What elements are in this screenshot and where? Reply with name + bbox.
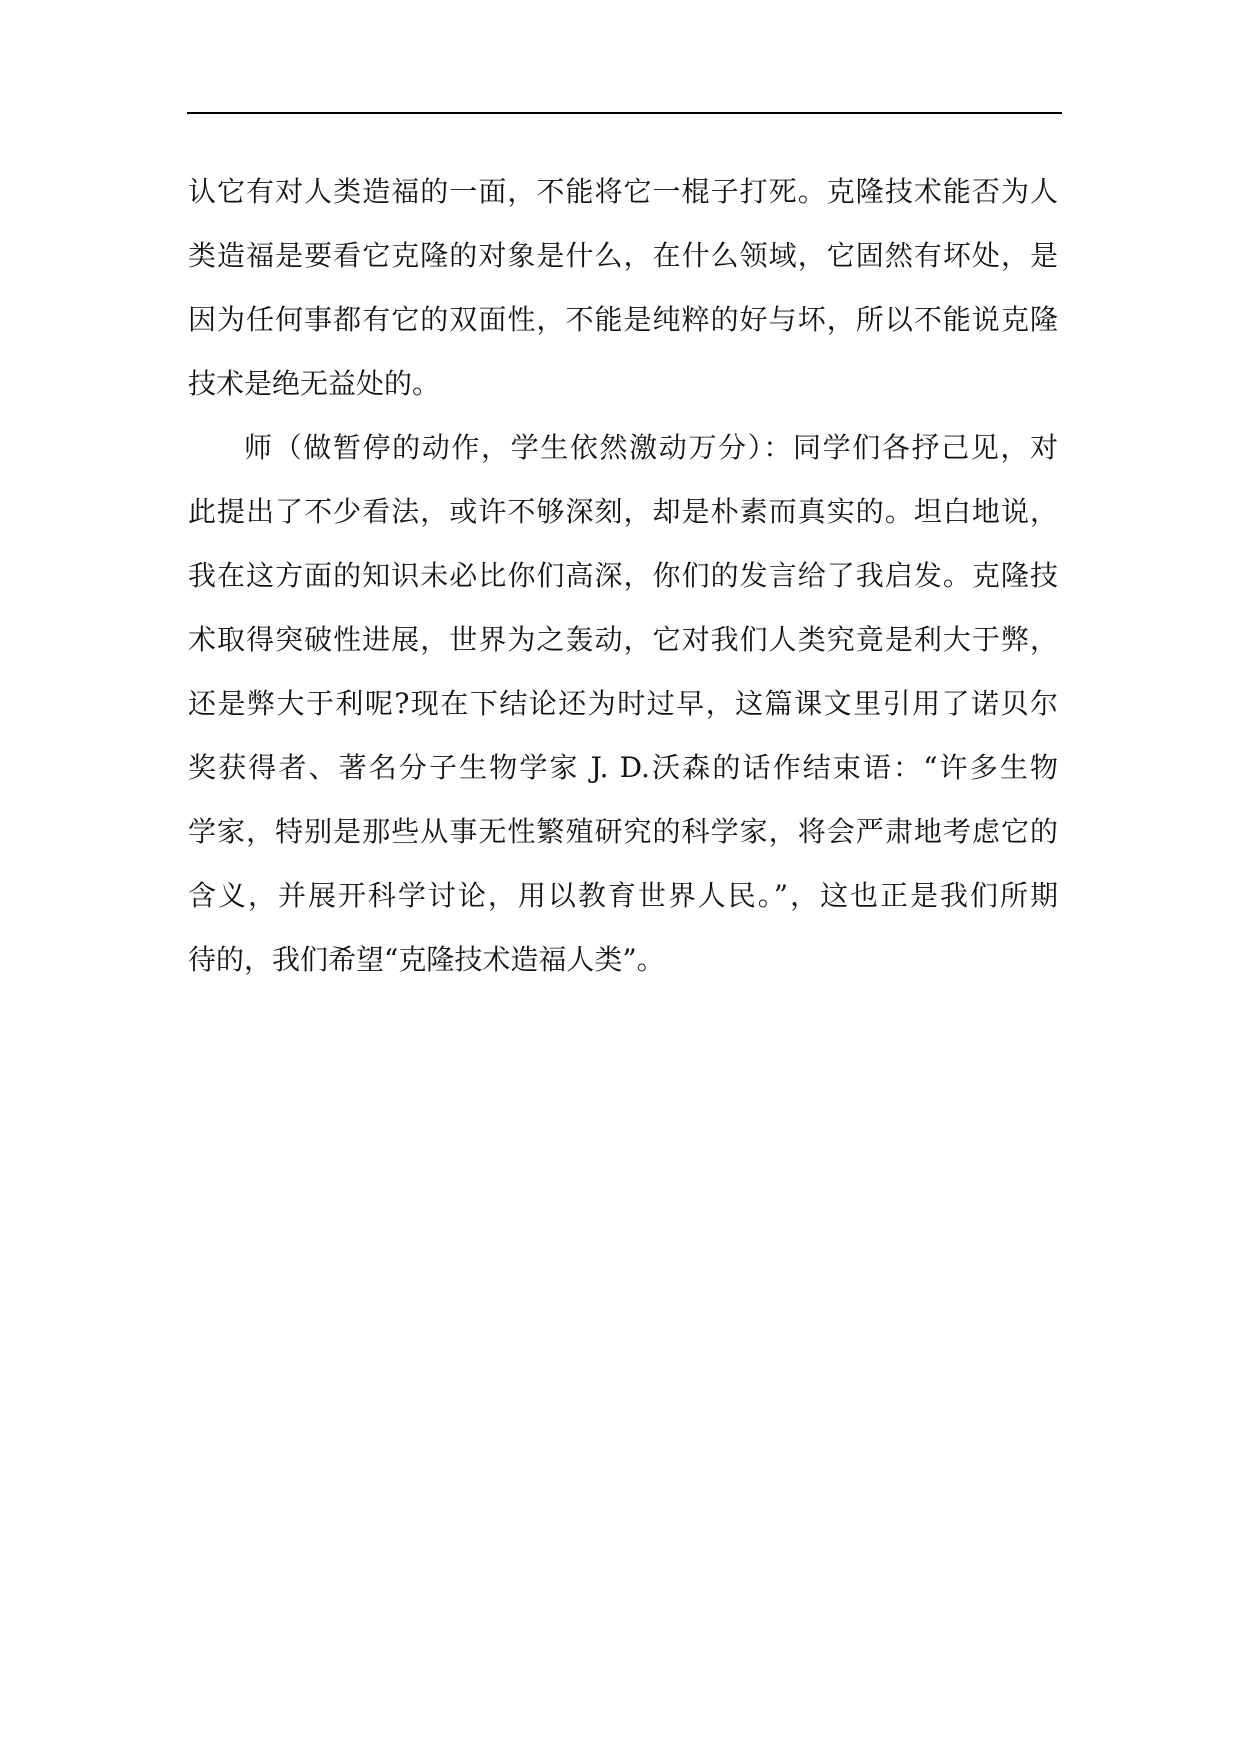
header-rule	[187, 112, 1062, 114]
paragraph-2	[188, 416, 1058, 992]
text-line: 含义，并展开科学讨论，用以教育世界人民。”，这也正是我们所期	[188, 879, 1058, 912]
text-line: 因为任何事都有它的双面性，不能是纯粹的好与坏，所以不能说克隆	[188, 303, 1058, 336]
text-line: 师（做暂停的动作，学生依然激动万分）：同学们各抒己见，对	[244, 431, 1058, 464]
text-line: 学家，特别是那些从事无性繁殖研究的科学家，将会严肃地考虑它的	[188, 815, 1058, 848]
paragraph-1	[188, 160, 1058, 416]
text-line: 此提出了不少看法，或许不够深刻，却是朴素而真实的。坦白地说，	[188, 495, 1058, 528]
text-line: 术取得突破性进展，世界为之轰动，它对我们人类究竟是利大于弊，	[188, 623, 1058, 656]
text-line: 还是弊大于利呢?现在下结论还为时过早，这篇课文里引用了诺贝尔	[188, 687, 1058, 720]
text-line: 奖获得者、著名分子生物学家 J. D.沃森的话作结束语：“许多生物	[188, 751, 1058, 784]
text-line: 待的，我们希望“克隆技术造福人类”。	[188, 943, 665, 976]
text-line: 我在这方面的知识未必比你们高深，你们的发言给了我启发。克隆技	[188, 559, 1058, 592]
text-line: 技术是绝无益处的。	[188, 367, 441, 400]
text-line: 类造福是要看它克隆的对象是什么，在什么领域，它固然有坏处，是	[188, 239, 1058, 272]
text-line: 认它有对人类造福的一面，不能将它一棍子打死。克隆技术能否为人	[188, 175, 1058, 208]
document-body	[188, 160, 1058, 992]
